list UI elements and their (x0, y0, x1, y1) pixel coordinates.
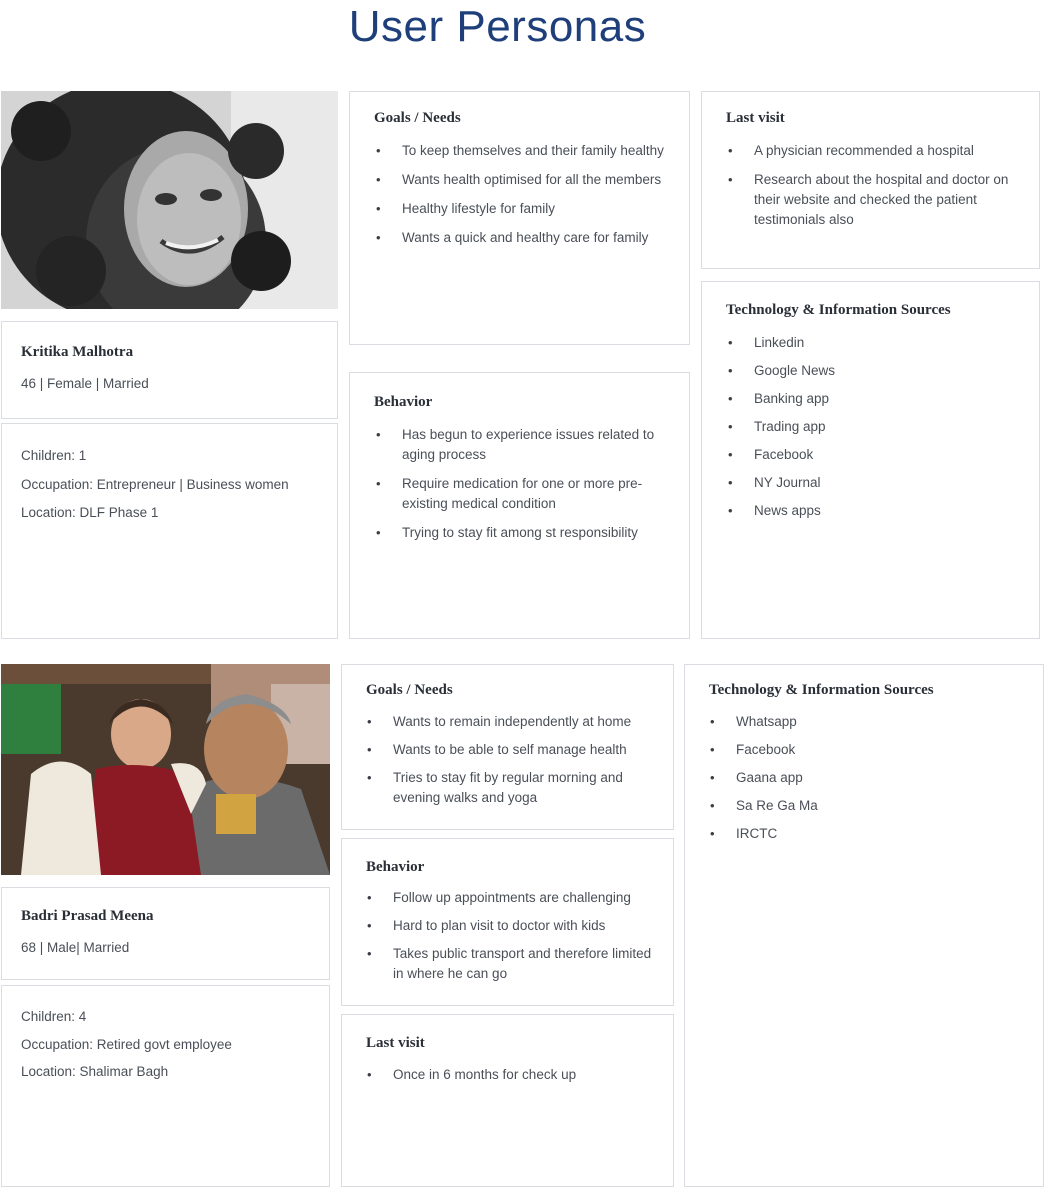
last-visit-list (366, 1065, 656, 1094)
persona-name: Kritika Malhotra (21, 344, 134, 360)
tech-heading: Technology & Information Sources (726, 302, 951, 318)
list-item: • Research about the hospital and doctor on their website and checked the patient testimonials also (727, 170, 1027, 230)
list-item: • Follow up appointments are challenging (366, 888, 656, 908)
goals-list (366, 712, 656, 816)
persona-location: Location: Shalimar Bagh (21, 1064, 169, 1079)
list-item: • Whatsapp (709, 712, 989, 732)
list-item: • News apps (727, 501, 1007, 521)
persona-demographics: 46 | Female | Married (21, 376, 149, 391)
persona-occupation: Occupation: Entrepreneur | Business women (21, 477, 289, 492)
persona-photo-badri (1, 664, 330, 875)
list-item: • Banking app (727, 389, 1007, 409)
profile-name-box (1, 887, 330, 980)
behavior-list (366, 888, 656, 992)
list-item: • A physician recommended a hospital (727, 141, 1027, 161)
persona-photo-kritika (1, 91, 338, 309)
list-item: • Trying to stay fit among st responsibility (375, 523, 670, 543)
list-item: • To keep themselves and their family healthy (375, 141, 675, 161)
goals-heading: Goals / Needs (366, 682, 453, 698)
list-item: • Linkedin (727, 333, 1007, 353)
page-title: User Personas (348, 2, 647, 51)
list-item: • Tries to stay fit by regular morning and evening walks and yoga (366, 768, 656, 808)
list-item: • Wants to be able to self manage health (366, 740, 656, 760)
list-item: • Facebook (709, 740, 989, 760)
list-item: • Google News (727, 361, 1007, 381)
behavior-list (375, 425, 670, 552)
last-visit-list (727, 141, 1027, 239)
persona-location: Location: DLF Phase 1 (21, 505, 159, 520)
persona-occupation: Occupation: Retired govt employee (21, 1037, 232, 1052)
goals-heading: Goals / Needs (374, 110, 461, 126)
list-item: • Once in 6 months for check up (366, 1065, 656, 1085)
list-item: • Has begun to experience issues related to aging process (375, 425, 670, 465)
persona-children: Children: 4 (21, 1009, 87, 1024)
tech-list (727, 333, 1007, 529)
list-item: • Gaana app (709, 768, 989, 788)
behavior-heading: Behavior (374, 394, 433, 410)
list-item: • Sa Re Ga Ma (709, 796, 989, 816)
list-item: • Trading app (727, 417, 1007, 437)
list-item: • Wants a quick and healthy care for family (375, 228, 675, 248)
list-item: • IRCTC (709, 824, 989, 844)
persona-demographics: 68 | Male| Married (21, 940, 130, 955)
list-item: • NY Journal (727, 473, 1007, 493)
list-item: • Facebook (727, 445, 1007, 465)
goals-list (375, 141, 675, 257)
tech-heading: Technology & Information Sources (709, 682, 934, 698)
list-item: • Wants to remain independently at home (366, 712, 656, 732)
persona-children: Children: 1 (21, 448, 87, 463)
list-item: • Wants health optimised for all the members (375, 170, 675, 190)
profile-name-box (1, 321, 338, 419)
behavior-heading: Behavior (366, 859, 425, 875)
last-visit-heading: Last visit (366, 1035, 425, 1051)
list-item: • Require medication for one or more pre-existing medical condition (375, 474, 670, 514)
persona-name: Badri Prasad Meena (21, 908, 154, 924)
last-visit-heading: Last visit (726, 110, 785, 126)
list-item: • Hard to plan visit to doctor with kids (366, 916, 656, 936)
list-item: • Healthy lifestyle for family (375, 199, 675, 219)
tech-list (709, 712, 989, 852)
list-item: • Takes public transport and therefore limited in where he can go (366, 944, 656, 984)
